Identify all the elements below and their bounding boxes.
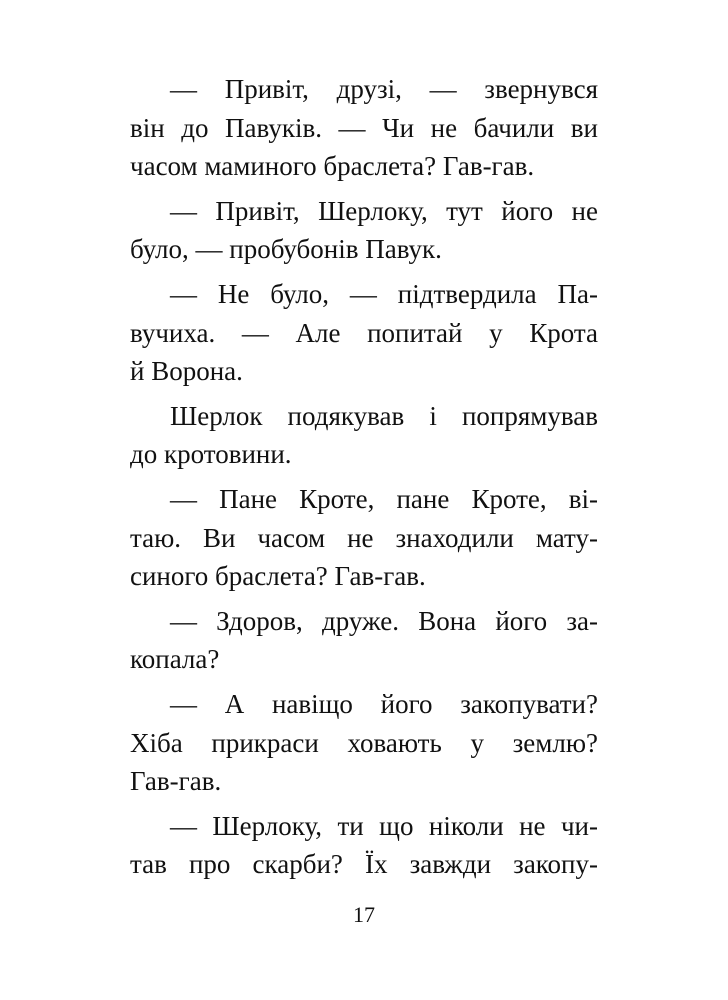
page-text: [130, 70, 598, 884]
page-number: 17: [353, 902, 375, 927]
text-line: — Пане Кроте, пане Кроте, ві-: [170, 483, 598, 514]
text-line: до кротовини.: [130, 439, 292, 470]
text-line: синого браслета? Гав-гав.: [130, 561, 426, 592]
text-line: — Привіт, друзі, — звернувся: [170, 74, 598, 104]
text-line: тав про скарби? Їх завжди закопу-: [130, 849, 598, 880]
text-line: — Не було, — підтвердила Па-: [170, 278, 598, 309]
text-line: Хіба прикраси ховають у землю?: [130, 727, 598, 758]
text-line: — Шерлоку, ти що ніколи не чи-: [170, 810, 598, 841]
text-line: — А навіщо його закопувати?: [170, 688, 598, 719]
text-line: таю. Ви часом не знаходили мату-: [130, 522, 598, 553]
text-line: він до Павуків. — Чи не бачили ви: [130, 112, 598, 143]
text-line: часом маминого браслета? Гав-гав.: [130, 151, 535, 182]
text-line: й Ворона.: [130, 356, 243, 387]
text-line: було, — пробубонів Павук.: [130, 234, 442, 265]
text-line: — Здоров, друже. Вона його за-: [170, 605, 598, 636]
text-line: Шерлок подякував і попрямував: [170, 400, 598, 431]
text-line: копала?: [130, 644, 220, 675]
text-line: вучиха. — Але попитай у Крота: [130, 317, 598, 348]
text-line: Гав-гав.: [130, 766, 222, 797]
text-line: — Привіт, Шерлоку, тут його не: [170, 195, 598, 226]
